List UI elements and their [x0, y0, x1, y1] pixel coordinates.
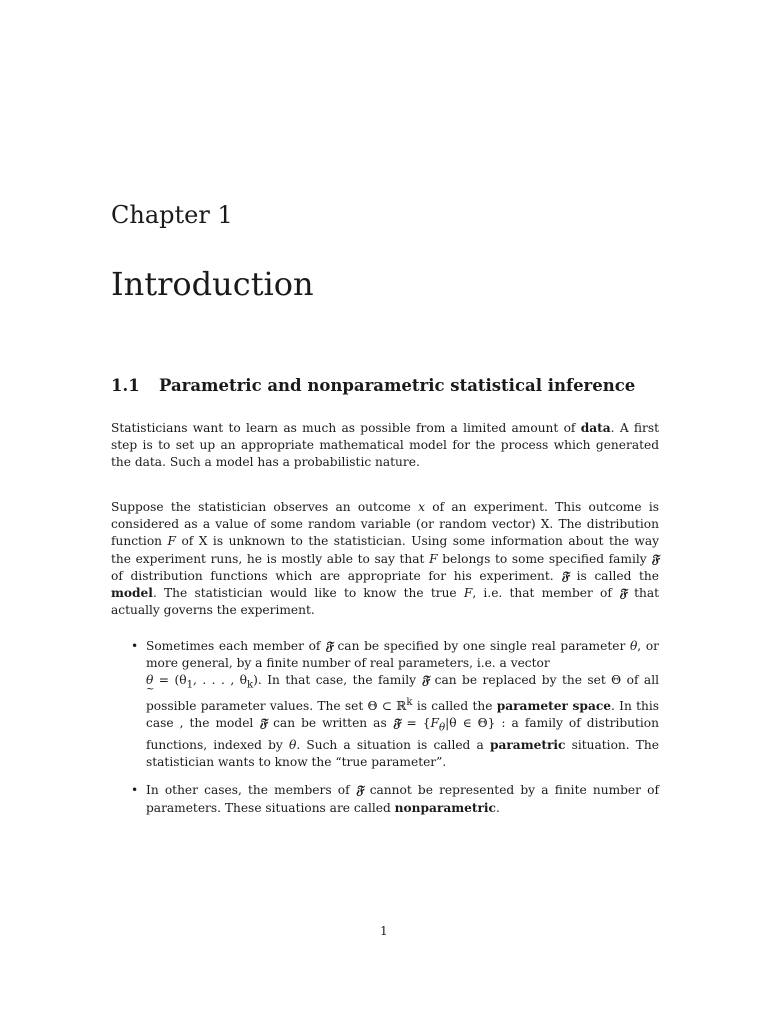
math-theta-vector: θ ~: [146, 672, 153, 689]
text-run: that actually governs the experiment.: [111, 586, 659, 618]
bold-term-parameter-space: parameter space: [496, 699, 612, 714]
section-heading: [111, 376, 671, 395]
text-run: of X is unknown to the statistician. Using some information about the way the experiment runs, he is mostly able to say that: [111, 534, 659, 566]
math-frak-F: 𝔉: [259, 716, 268, 731]
math-frak-F: 𝔉: [651, 551, 659, 566]
text-run: is called the: [569, 568, 659, 583]
text-run: In other cases, the members of: [146, 783, 356, 798]
math-superscript: k: [406, 697, 413, 709]
math-frak-F: 𝔉: [561, 568, 569, 583]
text-run: |θ ∈ Θ} : a family of distribution functions, indexed by: [146, 716, 659, 752]
bullet-icon: •: [131, 783, 139, 798]
math-x: x: [418, 500, 425, 514]
text-run: Statisticians want to learn as much as possible from a limited amount of: [111, 421, 581, 435]
text-run: can be replaced by the set Θ of all possible parameter values. The set Θ ⊂: [146, 673, 659, 714]
math-subscript: θ: [438, 722, 446, 734]
text-run: cannot be represented by a finite number of parameters. These situations are called: [146, 783, 659, 815]
section-number: 1.1: [111, 376, 140, 395]
chapter-label: Chapter 1: [111, 201, 233, 229]
math-subscript: k: [247, 679, 254, 691]
text-run: is called the: [412, 699, 497, 714]
math-subscript: 1: [186, 679, 194, 691]
text-run: can be specified by one single real parameter: [332, 639, 630, 653]
text-run: of an experiment. This outcome is considered as a value of some random variable (or random vector) X. The distribution function: [111, 500, 659, 549]
text-run: , or more general, by a finite number of real parameters, i.e. a vector: [146, 639, 659, 671]
text-run: , . . . , θ: [193, 673, 247, 688]
text-run: Suppose the statistician observes an outcome: [111, 500, 419, 514]
bold-term-nonparametric: nonparametric: [394, 800, 496, 815]
list-item: [111, 782, 659, 816]
math-frak-F: 𝔉: [619, 586, 627, 601]
math-frak-F: 𝔉: [355, 783, 364, 798]
math-F: F: [430, 716, 439, 731]
text-run: situation. The statistician wants to know the “true parameter”.: [146, 737, 659, 770]
text-run: Sometimes each member of: [146, 639, 326, 653]
math-reals: ℝ: [396, 699, 407, 714]
math-frak-F: 𝔉: [325, 639, 333, 653]
bold-term-model: model: [111, 586, 153, 601]
text-run: . A first step is to set up an appropriate mathematical model for the process which generated the data. Such a model has a probabilistic nature.: [111, 421, 660, 470]
text-run: ). In that case, the family: [253, 673, 422, 688]
paragraph-model: [111, 499, 659, 619]
bold-term-parametric: parametric: [489, 737, 566, 752]
math-frak-F: 𝔉: [392, 716, 401, 731]
text-run: . The statistician would like to know the true: [152, 586, 464, 601]
chapter-title: Introduction: [111, 265, 314, 303]
text-run: can be written as: [267, 716, 393, 731]
math-F: F: [429, 551, 438, 566]
math-frak-F: 𝔉: [421, 673, 430, 688]
text-run: .: [495, 800, 500, 815]
math-theta: θ: [629, 639, 638, 653]
math-F: F: [463, 586, 473, 601]
math-theta: θ: [288, 737, 297, 752]
page-number: 1: [380, 924, 388, 938]
text-run: = {: [400, 716, 431, 731]
paragraph-intro: [111, 420, 659, 472]
text-run: . Such a situation is called a: [296, 737, 490, 752]
list-item: [111, 638, 659, 771]
text-run: belongs to some specified family: [437, 551, 652, 566]
text-run: = (θ: [153, 673, 187, 688]
text-run: . In this case , the model: [146, 699, 660, 731]
math-F: F: [167, 534, 176, 549]
section-title: Parametric and nonparametric statistical inference: [159, 376, 636, 395]
bullet-list: [111, 638, 659, 817]
bullet-icon: •: [131, 639, 139, 653]
bold-term-data: data: [580, 421, 611, 435]
text-run: of distribution functions which are appropriate for his experiment.: [111, 568, 562, 583]
text-run: , i.e. that member of: [472, 586, 620, 601]
